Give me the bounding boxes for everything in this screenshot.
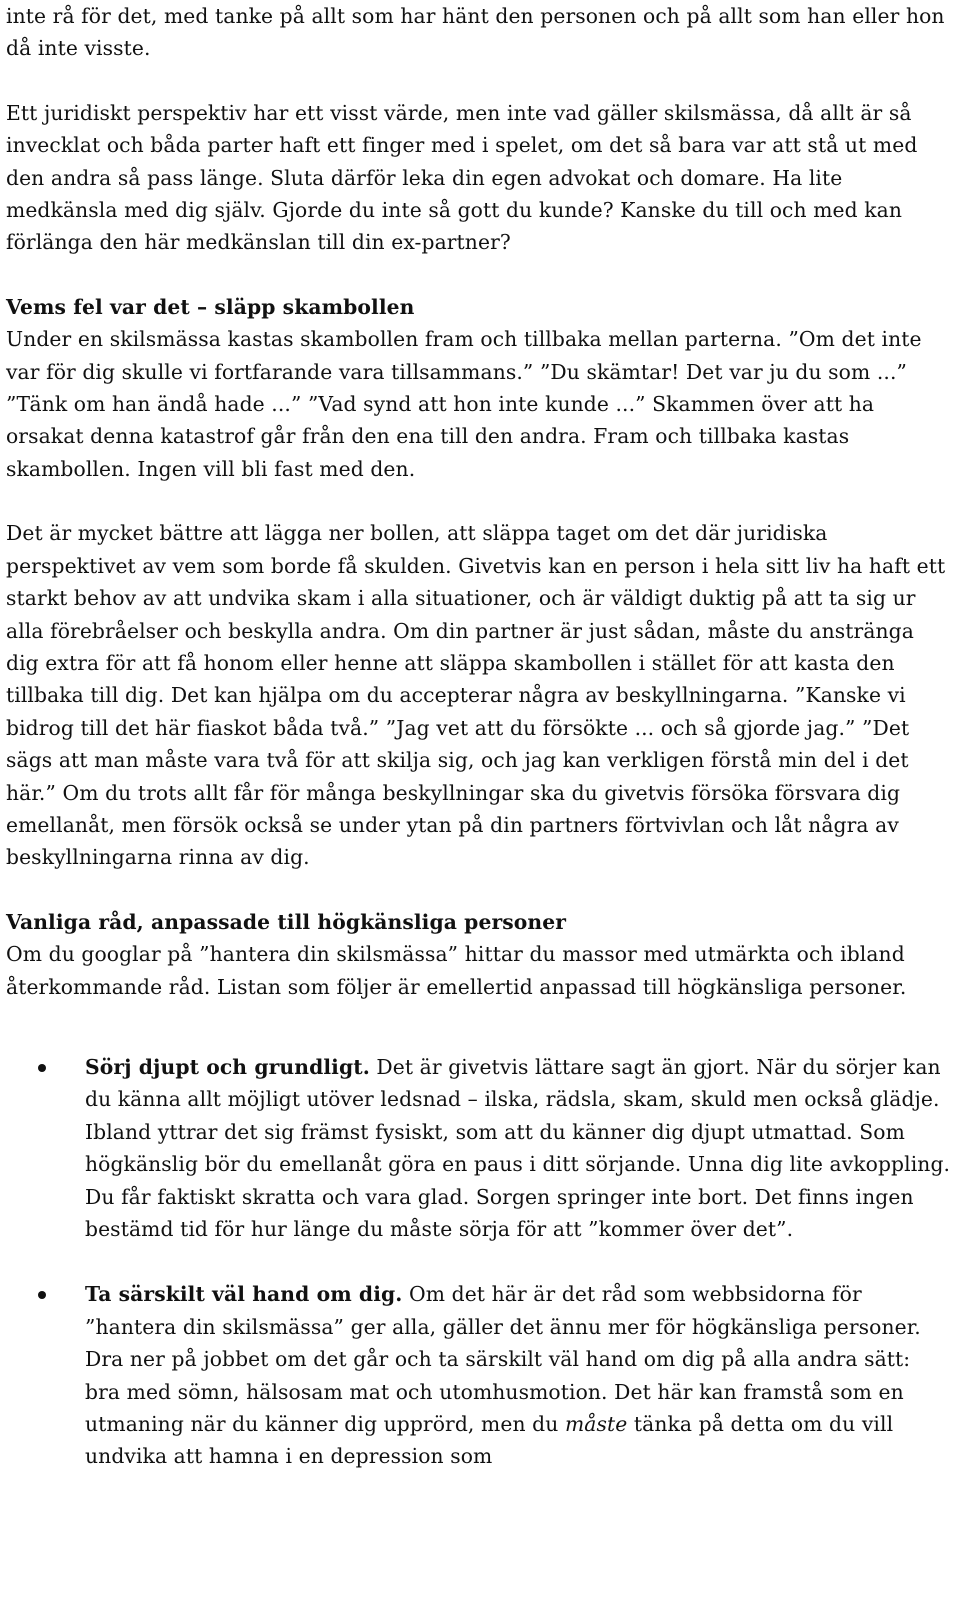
paragraph-shame-ball: Under en skilsmässa kastas skambollen fram och tillbaka mellan parterna. ”Om det inte var för dig skulle vi fortfarande vara tillsammans.” ”Du skämtar! Det var ju du som ...” ”Tänk om han ändå hade ...” ”Vad synd att hon inte kunde ...” Skammen över att ha orsakat denna katastrof går från den ena till den andra. Fram och tillbaka kastas skambollen. Ingen vill bli fast med den. (6, 327, 922, 481)
advice-emphasis: måste (564, 1412, 628, 1437)
paragraph-legal-perspective: Ett juridiskt perspektiv har ett visst värde, men inte vad gäller skilsmässa, då allt är så invecklat och båda parter haft ett finger med i spelet, om det så bara var att stå ut med den andra så pass länge. Sluta därför leka din egen advokat och domare. Ha lite medkänsla med dig själv. Gjorde du inte så gott du kunde? Kanske du till och med kan förlänga den här medkänslan till din ex-partner? (6, 100, 918, 255)
document-page (6, 0, 951, 1506)
list-item (6, 1278, 951, 1472)
advice-lead: Sörj djupt och grundligt. (85, 1054, 370, 1079)
paragraph-gap (6, 874, 951, 906)
advice-text: Om det här är det råd som webbsidorna för ”hantera din skilsmässa” ger alla, gäller det ännu mer för högkänsliga personer. Dra ner på jobbet om det går och ta särskilt väl hand om dig på alla andra sätt: bra med sömn, hälsosam mat och utomhusmotion. Det här kan framstå som en utmaning när du känner dig upprörd, men du (85, 1282, 921, 1437)
paragraph-gap (6, 259, 951, 291)
paragraph-gap (6, 1003, 951, 1051)
advice-text-after: tänka på detta om du vill undvika att hamna i en depression som (85, 1412, 894, 1469)
advice-lead: Ta särskilt väl hand om dig. (85, 1282, 403, 1307)
list-item (6, 1051, 951, 1245)
advice-list (6, 1051, 951, 1473)
paragraph-gap (6, 485, 951, 517)
advice-text: Det är givetvis lättare sagt än gjort. När du sörjer kan du känna allt möjligt utöver ledsnad – ilska, rädsla, skam, skuld men också glädje. Ibland yttrar det sig främst fysiskt, som att du känner dig djupt utmattad. Som högkänslig bör du emellanåt göra en paus i ditt sörjande. Unna dig lite avkoppling. Du får faktiskt skratta och vara glad. Sorgen springer inte bort. Det finns ingen bestämd tid för hur länge du måste sörja för att ”kommer över det”. (85, 1054, 951, 1241)
bullet-icon (38, 1064, 46, 1072)
bullet-icon (38, 1291, 46, 1299)
paragraph-drop-the-ball: Det är mycket bättre att lägga ner bollen, att släppa taget om det där juridiska perspektivet av vem som borde få skulden. Givetvis kan en person i hela sitt liv ha haft ett starkt behov av att undvika skam i alla situationer, och är väldigt duktig på att ta sig ur alla förebråelser och beskylla andra. Om din partner är just sådan, måste du anstränga dig extra för att få honom eller henne att släppa skambollen i stället för att kasta den tillbaka till dig. Det kan hjälpa om du accepterar några av beskyllningarna. ”Kanske vi bidrog till det här fiaskot båda två.” ”Jag vet att du försökte ... och så gjorde jag.” ”Det sägs att man måste vara två för att skilja sig, och jag kan verkligen förstå min del i det här.” Om du trots allt får för många beskyllningar ska du givetvis försöka försvara dig emellanåt, men försök också se under ytan på din partners förtvivlan och låt några av beskyllningarna rinna av dig. (6, 521, 946, 870)
section-heading-common-advice: Vanliga råd, anpassade till högkänsliga personer (6, 909, 567, 934)
paragraph-common-advice: Om du googlar på ”hantera din skilsmässa” hittar du massor med utmärkta och ibland återkommande råd. Listan som följer är emellertid anpassad till högkänsliga personer. (6, 942, 907, 999)
paragraph-gap (6, 65, 951, 97)
section-heading-shame-ball: Vems fel var det – släpp skambollen (6, 294, 415, 319)
paragraph-continuation: inte rå för det, med tanke på allt som har hänt den personen och på allt som han eller hon då inte visste. (6, 4, 945, 61)
